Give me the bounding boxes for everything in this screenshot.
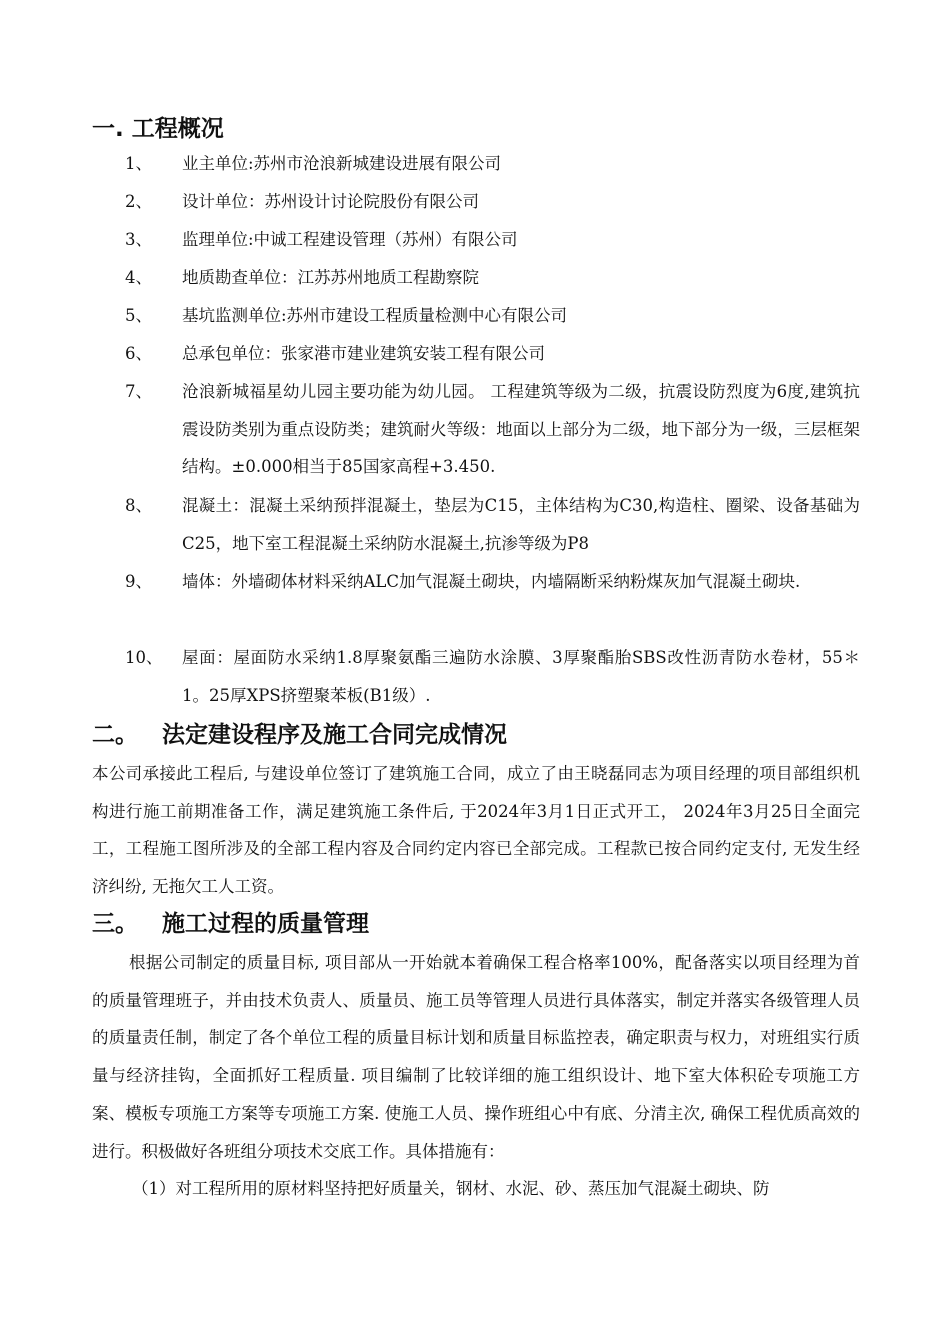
item-number: 9、 <box>125 572 152 591</box>
item-text: 地质勘查单位：江苏苏州地质工程勘察院 <box>182 268 479 287</box>
item-text: 总承包单位：张家港市建业建筑安装工程有限公司 <box>182 344 545 363</box>
item-number: 7、 <box>125 382 152 401</box>
section-2-paragraph: 本公司承接此工程后, 与建设单位签订了建筑施工合同，成立了由王晓磊同志为项目经理的项目部组织机构进行施工前期准备工作，满足建筑施工条件后, 于2024年3月1日正式开工， 2024年3月25日全面完工，工程施工图所涉及的全部工程内容及合同约定内容已全部完成。工程款已按合同约定支付, 无发生经济纠纷, 无拖欠工人工资。 <box>92 764 860 897</box>
section-3-paragraph: 根据公司制定的质量目标, 项目部从一开始就本着确保工程合格率100%，配备落实以项目经理为首的质量管理班子，并由技术负责人、质量员、施工员等管理人员进行具体落实，制定并落实各级管理人员的质量责任制，制定了各个单位工程的质量目标计划和质量目标监控表，确定职责与权力，对班组实行质量与经济挂钩，全面抓好工程质量. 项目编制了比较详细的施工组织设计、地下室大体积砼专项施工方案、模板专项施工方案等专项施工方案. 使施工人员、操作班组心中有底、分清主次, 确保工程优质高效的进行。积极做好各班组分项技术交底工作。具体措施有： <box>92 953 860 1161</box>
item-number: 5、 <box>125 306 152 325</box>
section-1-heading: 一. 工程概况 <box>92 116 224 142</box>
item-text: 混凝土：混凝土采纳预拌混凝土，垫层为C15，主体结构为C30,构造柱、圈梁、设备基础为C25，地下室工程混凝土采纳防水混凝土,抗渗等级为P8 <box>182 496 860 553</box>
item-text: 业主单位:苏州市沧浪新城建设进展有限公司 <box>182 154 502 173</box>
item-number: 10、 <box>125 648 163 667</box>
section-3-title: 施工过程的质量管理 <box>162 911 369 937</box>
item-text: 基坑监测单位:苏州市建设工程质量检测中心有限公司 <box>182 306 568 325</box>
section-3-number: 三。 <box>92 911 138 937</box>
section-3-measure-1: （1）对工程所用的原材料坚持把好质量关，钢材、水泥、砂、蒸压加气混凝土砌块、防 <box>132 1179 770 1198</box>
item-text: 沧浪新城福星幼儿园主要功能为幼儿园。 工程建筑等级为二级，抗震设防烈度为6度,建筑抗震设防类别为重点设防类；建筑耐火等级：地面以上部分为二级，地下部分为一级，三层框架结构。±0.000相当于85国家高程+3.450. <box>182 382 860 477</box>
item-number: 4、 <box>125 268 152 287</box>
item-text: 设计单位：苏州设计讨论院股份有限公司 <box>182 192 479 211</box>
item-number: 3、 <box>125 230 152 249</box>
section-2-title: 法定建设程序及施工合同完成情况 <box>162 722 507 748</box>
item-number: 2、 <box>125 192 152 211</box>
section-2-number: 二。 <box>92 722 138 748</box>
item-number: 6、 <box>125 344 152 363</box>
section-2-heading <box>92 720 507 750</box>
item-text: 屋面：屋面防水采纳1.8厚聚氨酯三遍防水涂膜、3厚聚酯胎SBS改性沥青防水卷材，55＊1。25厚XPS挤塑聚苯板(B1级）. <box>182 648 860 705</box>
item-number: 8、 <box>125 496 152 515</box>
item-text: 监理单位:中诚工程建设管理（苏州）有限公司 <box>182 230 518 249</box>
item-text: 墙体：外墙砌体材料采纳ALC加气混凝土砌块，内墙隔断采纳粉煤灰加气混凝土砌块. <box>182 572 801 591</box>
item-number: 1、 <box>125 154 152 173</box>
section-3-heading <box>92 909 369 939</box>
